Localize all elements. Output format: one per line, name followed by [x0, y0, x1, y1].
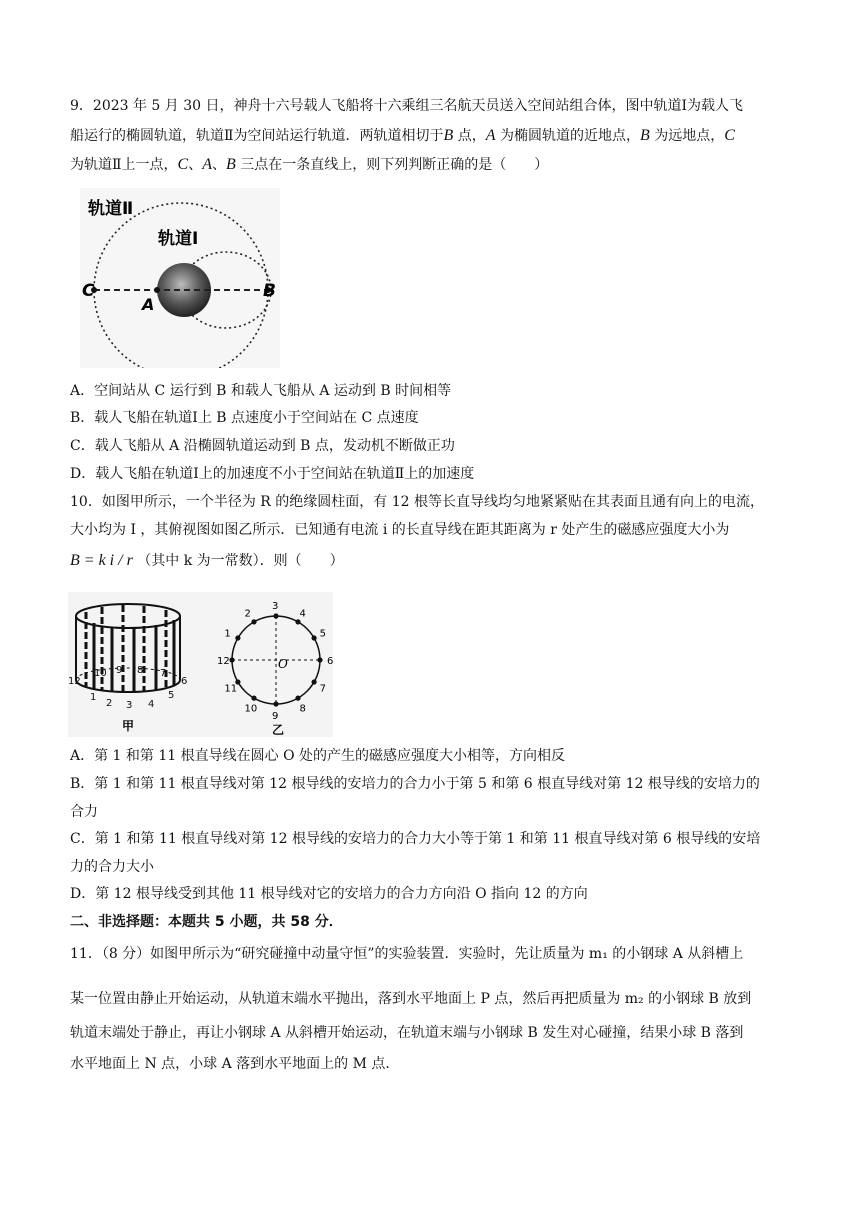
wire-label-5: 5: [319, 628, 327, 640]
q9-option-c: C．载人飞船从 A 沿椭圆轨道运动到 B 点，发动机不断做正功: [70, 438, 455, 454]
svg-text:4: 4: [148, 699, 155, 710]
section2-heading: 二、非选择题：本题共 5 小题，共 58 分．: [70, 914, 343, 930]
wire-dot-7: [312, 679, 317, 684]
point-a-dot: [154, 287, 160, 293]
svg-text:6: 6: [181, 676, 188, 687]
svg-text:12: 12: [68, 676, 81, 687]
wire-dot-3: [273, 613, 278, 618]
wire-dot-9: [273, 701, 278, 706]
point-b-label: B: [263, 281, 276, 301]
q10-option-b-line1: B．第 1 和第 11 根直导线对第 12 根导线的安培力的合力小于第 5 和第 6 根直导线对第 12 根导线的安培力的: [70, 776, 760, 792]
q10-formula-note: （其中 k 为一常数）．则（ ）: [137, 553, 344, 569]
q10-option-a: A．第 1 和第 11 根直导线在圆心 O 处的产生的磁感应强度大小相等，方向相反: [70, 748, 566, 764]
q10-stem-line1: 10．如图甲所示，一个半径为 R 的绝缘圆柱面，有 12 根等长直导线均匀地紧紧贴在其表面且通有向上的电流，: [70, 494, 764, 510]
wire-label-10: 10: [244, 703, 258, 715]
svg-text:1: 1: [90, 692, 97, 703]
q11-line1: 11．（8 分）如图甲所示为“研究碰撞中动量守恒”的实验装置．实验时，先让质量为 m₁ 的小钢球 A 从斜槽上: [70, 946, 744, 962]
wire-label-11: 11: [224, 683, 238, 695]
q11-line4: 水平地面上 N 点，小球 A 落到水平地面上的 M 点．: [70, 1056, 400, 1072]
q10-formula: B = k i / r: [70, 552, 133, 569]
wire-dot-8: [295, 696, 300, 701]
wire-dot-5: [312, 635, 317, 640]
wire-dot-12: [229, 657, 234, 662]
svg-text:8: 8: [137, 665, 144, 676]
wire-dot-1: [235, 635, 240, 640]
wire-label-8: 8: [299, 703, 306, 715]
wire-label-7: 7: [319, 683, 327, 695]
wire-dot-10: [251, 696, 256, 701]
wire-label-3: 3: [272, 601, 279, 612]
point-c-label: C: [82, 281, 95, 301]
q10-option-c-line1: C．第 1 和第 11 根直导线对第 12 根导线的安培力的合力大小等于第 1 和第 11 根直导线对第 6 根导线的安培: [70, 831, 761, 847]
q11-line2: 某一位置由静止开始运动，从轨道末端水平抛出，落到水平地面上 P 点，然后再把质量为 m₂ 的小钢球 B 放到: [70, 991, 752, 1007]
label-yi: 乙: [272, 723, 285, 737]
wire-dot-6: [317, 657, 322, 662]
svg-text:7: 7: [160, 668, 167, 679]
wire-dot-2: [251, 619, 256, 624]
q11-line3: 轨道末端处于静止，再让小钢球 A 从斜槽开始运动，在轨道末端与小钢球 B 发生对心碰撞，结果小球 B 落到: [70, 1025, 744, 1041]
q9-stem-line3: 为轨道Ⅱ上一点，C、A、B 三点在一条直线上，则下列判断正确的是（ ）: [70, 156, 549, 173]
wire-dot-4: [295, 619, 300, 624]
point-a-label: A: [142, 295, 155, 314]
wire-figure: [68, 592, 333, 737]
svg-text:10: 10: [94, 668, 107, 679]
q9-option-d: D．载人飞船在轨道Ⅰ上的加速度不小于空间站在轨道Ⅱ上的加速度: [70, 466, 475, 482]
q10-option-d: D．第 12 根导线受到其他 11 根导线对它的安培力的合力方向沿 O 指向 12 的方向: [70, 886, 588, 902]
wire-label-1: 1: [224, 628, 231, 640]
q10-stem-line2: 大小均为 I ，其俯视图如图乙所示．已知通有电流 i 的长直导线在距其距离为 r 处产生的磁感应强度大小为: [70, 522, 730, 538]
wire-label-6: 6: [327, 656, 333, 667]
q10-option-b-line2: 合力: [70, 804, 98, 820]
q10-formula-line: [70, 551, 344, 571]
svg-text:3: 3: [126, 700, 133, 711]
q10-option-c-line2: 力的合力大小: [70, 859, 154, 875]
wire-label-9: 9: [272, 711, 279, 722]
q9-stem-line2: 船运行的椭圆轨道，轨道Ⅱ为空间站运行轨道．两轨道相切于B 点，A 为椭圆轨道的近地点，B 为远地点，C: [70, 127, 735, 144]
svg-text:9: 9: [116, 665, 123, 676]
wire-label-12: 12: [217, 656, 230, 667]
center-o: O: [278, 657, 288, 671]
q9-option-a: A．空间站从 C 运行到 B 和载人飞船从 A 运动到 B 时间相等: [70, 383, 452, 399]
orbit-figure: [80, 188, 280, 368]
svg-text:5: 5: [168, 690, 175, 701]
orbit2-label: 轨道Ⅱ: [88, 199, 134, 219]
orbit1-label: 轨道Ⅰ: [158, 229, 199, 249]
q9-option-b: B．载人飞船在轨道Ⅰ上 B 点速度小于空间站在 C 点速度: [70, 410, 419, 426]
wire-label-2: 2: [244, 608, 251, 620]
wire-label-4: 4: [299, 608, 306, 620]
label-jia: 甲: [122, 719, 135, 733]
q9-stem-line1: 9．2023 年 5 月 30 日，神舟十六号载人飞船将十六乘组三名航天员送入空间站组合体，图中轨道Ⅰ为载人飞: [70, 98, 744, 114]
svg-text:2: 2: [106, 698, 113, 709]
